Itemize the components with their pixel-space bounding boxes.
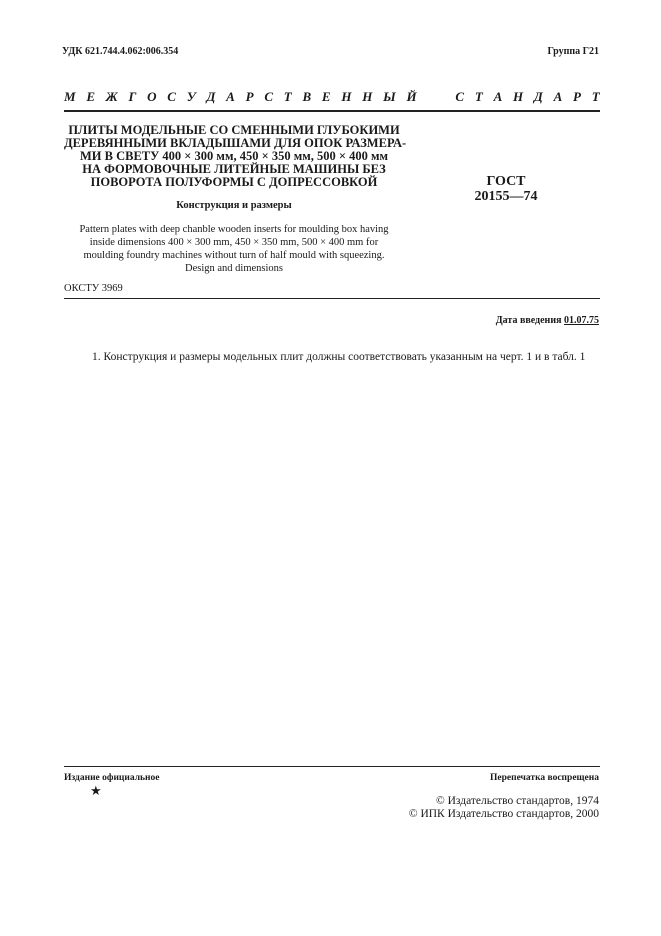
effective-date <box>496 315 599 326</box>
date-value: 01.07.75 <box>564 315 599 326</box>
copyright-1974: © Издательство стандартов, 1974 <box>435 795 599 807</box>
document-subtitle: Конструкция и размеры <box>176 200 292 211</box>
banner-letter: Й <box>406 89 417 104</box>
title-line: ДЕРЕВЯННЫМИ ВКЛАДЫШАМИ ДЛЯ ОПОК РАЗМЕРА- <box>64 136 407 150</box>
banner-letter: А <box>553 89 563 104</box>
reprint-note: Перепечатка воспрещена <box>489 773 599 783</box>
banner-letter: М <box>64 89 76 104</box>
banner-letter: Т <box>474 89 483 104</box>
banner-letter: Р <box>245 89 254 104</box>
banner-letter: А <box>226 89 235 104</box>
banner-letter: Т <box>591 89 600 104</box>
banner-letter: С <box>167 89 176 104</box>
gost-designation <box>468 174 544 204</box>
standard-banner <box>64 89 600 105</box>
banner-letter: Ж <box>105 89 118 104</box>
okstu-code: ОКСТУ 3969 <box>64 283 123 294</box>
banner-letter: Д <box>206 89 216 104</box>
english-line: moulding foundry machines without turn of half mould with squeezing. <box>83 250 385 261</box>
title-line: НА ФОРМОВОЧНЫЕ ЛИТЕЙНЫЕ МАШИНЫ БЕЗ <box>82 162 386 176</box>
banner-letter: С <box>455 89 465 104</box>
banner-letter: В <box>302 89 312 104</box>
banner-letter: Д <box>533 89 543 104</box>
banner-letter: О <box>147 89 157 104</box>
udk-code: УДК 621.744.4.062:006.354 <box>62 46 179 57</box>
banner-letter: Н <box>341 89 352 104</box>
gost-number: 20155—74 <box>474 189 538 204</box>
banner-letter: Н <box>513 89 524 104</box>
banner-letter: А <box>493 89 503 104</box>
banner-letter: Е <box>86 89 95 104</box>
top-divider <box>64 110 600 112</box>
title-line: ПОВОРОТА ПОЛУФОРМЫ С ДОПРЕССОВКОЙ <box>90 175 378 189</box>
banner-letter: Ы <box>383 89 396 104</box>
banner-letter <box>441 89 444 105</box>
banner-letter: Р <box>573 89 581 104</box>
banner-letter: У <box>186 89 196 104</box>
english-line: Design and dimensions <box>185 263 283 274</box>
english-line: inside dimensions 400 × 300 mm, 450 × 350 mm, 500 × 400 mm for <box>89 237 379 248</box>
title-line: МИ В СВЕТУ 400 × 300 мм, 450 × 350 мм, 500 × 400 мм <box>79 149 389 163</box>
english-title <box>64 223 404 275</box>
gost-label: ГОСТ <box>486 174 526 189</box>
header-divider <box>64 298 600 299</box>
banner-letter: Т <box>283 89 292 104</box>
date-label: Дата введения <box>495 315 562 326</box>
title-line: ПЛИТЫ МОДЕЛЬНЫЕ СО СМЕННЫМИ ГЛУБОКИМИ <box>68 123 400 137</box>
star-icon: ★ <box>90 783 102 798</box>
banner-letter: С <box>264 89 273 104</box>
copyright-2000: © ИПК Издательство стандартов, 2000 <box>408 808 599 820</box>
banner-letter: Н <box>362 89 373 104</box>
banner-letter: Г <box>128 89 137 104</box>
banner-letter: Е <box>321 89 331 104</box>
edition-note: Издание официальное <box>64 773 160 783</box>
document-title <box>64 123 407 189</box>
body-paragraph: 1. Конструкция и размеры модельных плит должны соответствовать указанным на черт. 1 и в табл. 1 <box>92 351 586 363</box>
footer-divider <box>64 766 600 767</box>
banner-letter <box>427 89 430 105</box>
group-code: Группа Г21 <box>547 46 599 57</box>
english-line: Pattern plates with deep chanble wooden inserts for moulding box having <box>79 224 389 235</box>
